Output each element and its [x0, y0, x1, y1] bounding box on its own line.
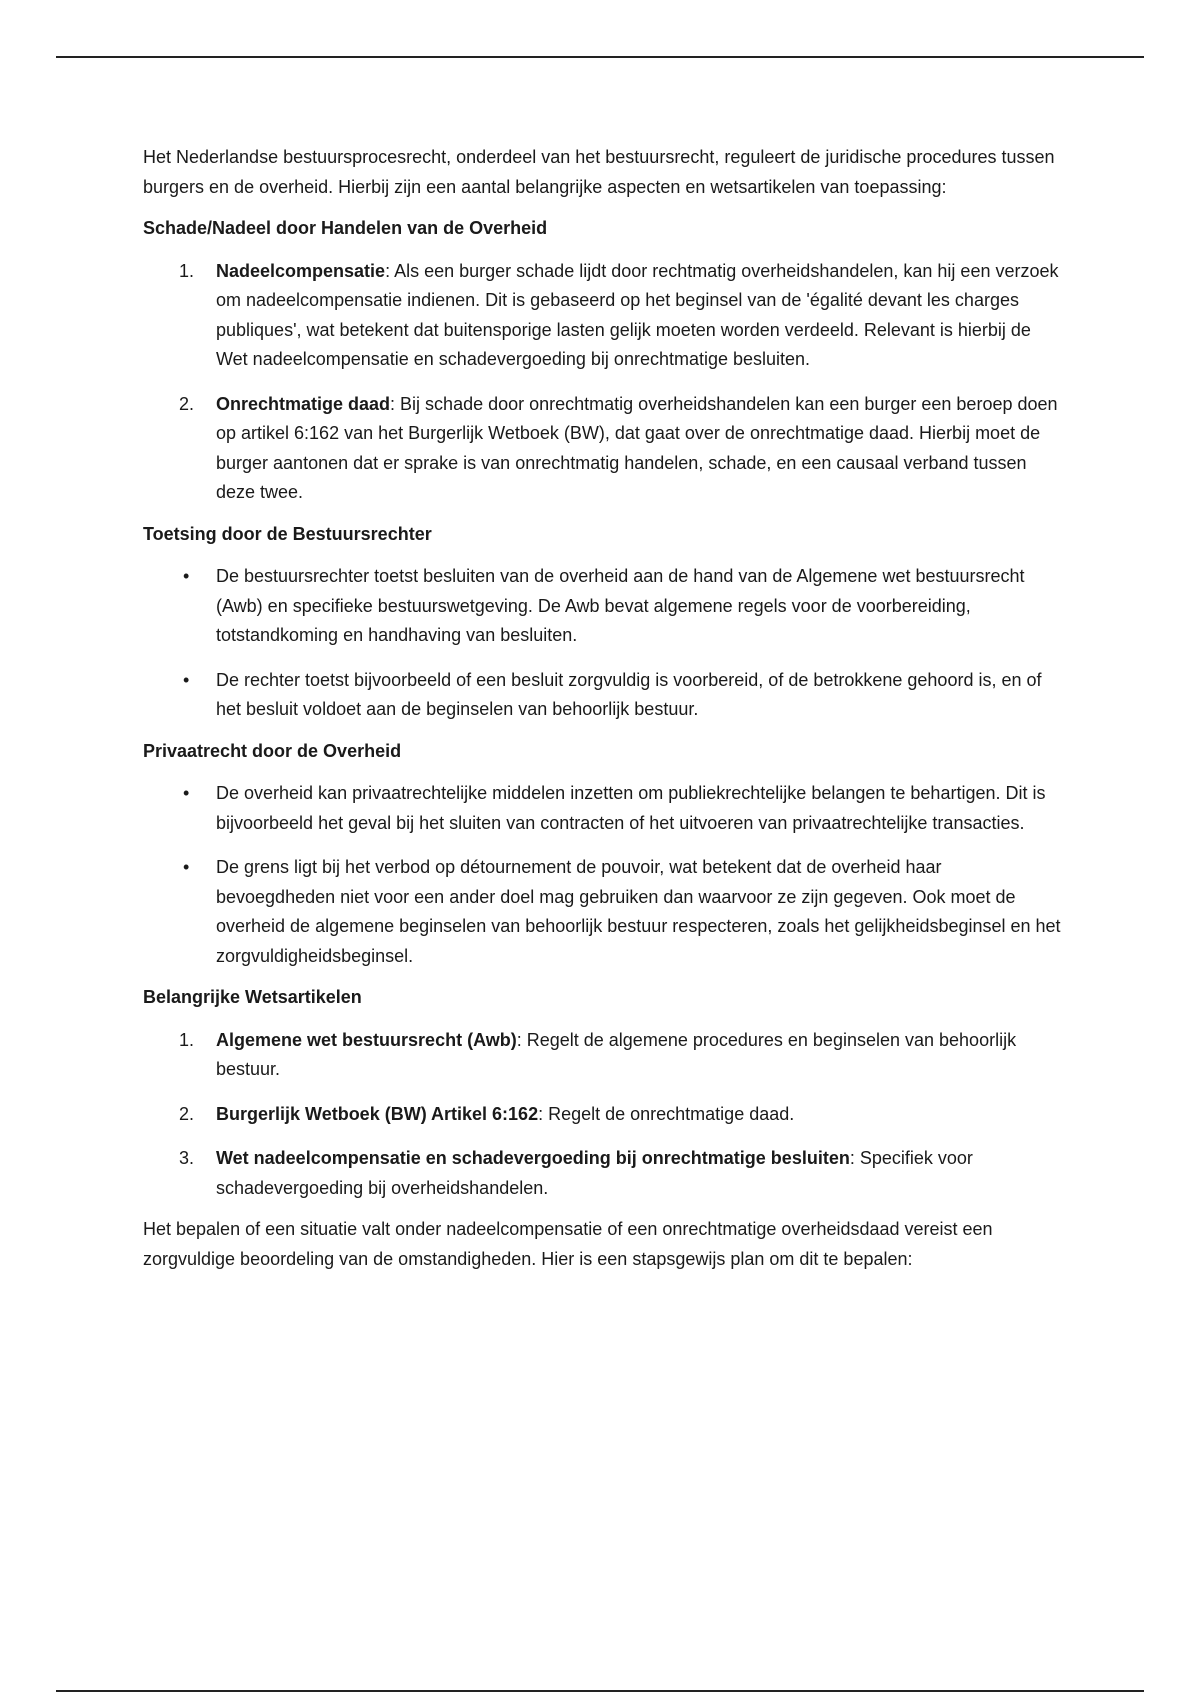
- bullet-icon: •: [183, 669, 190, 690]
- bullet-list-toetsing: [143, 562, 1063, 725]
- bullet-icon: •: [183, 566, 190, 586]
- numbered-list-wetsartikelen: [143, 1026, 1063, 1204]
- bullet-icon: •: [183, 857, 190, 877]
- list-item: [143, 666, 1063, 725]
- item-text: : Regelt de algemene procedures en beginselen van behoorlijk bestuur.: [216, 1029, 1017, 1079]
- section-heading-wetsartikelen: Belangrijke Wetsartikelen: [143, 987, 362, 1007]
- term-label: Nadeelcompensatie: [216, 260, 386, 281]
- term-label: Algemene wet bestuursrecht (Awb): [216, 1029, 517, 1050]
- closing-paragraph: Het bepalen of een situatie valt onder nadeelcompensatie of een onrechtmatige overheidsdaad vereist een zorgvuldige beoordeling van de omstandigheden. Hier is een stapsgewijs plan om dit te bepalen:: [143, 1219, 993, 1269]
- list-number: 1.: [179, 260, 195, 281]
- list-item: [143, 853, 1063, 971]
- item-text: : Bij schade door onrechtmatig overheidshandelen kan een burger een beroep doen op artikel 6:162 van het Burgerlijk Wetboek (BW), dat gaat over de onrechtmatige daad. Hierbij moet de burger aantonen dat er sprake is van onrechtmatig handelen, schade, en een causaal verband tussen deze twee.: [216, 393, 1058, 502]
- term-label: Wet nadeelcompensatie en schadevergoeding bij onrechtmatige besluiten: [216, 1148, 850, 1168]
- list-number: 2.: [179, 1103, 195, 1124]
- term-label: Onrechtmatige daad: [216, 393, 391, 414]
- numbered-list-schade: [143, 257, 1063, 508]
- intro-paragraph: Het Nederlandse bestuursprocesrecht, onderdeel van het bestuursrecht, reguleert de juridische procedures tussen burgers en de overheid. Hierbij zijn een aantal belangrijke aspecten en wetsartikelen van toepassing:: [143, 147, 1055, 197]
- list-item: [143, 257, 1063, 375]
- list-item: [143, 1144, 1063, 1203]
- bullet-list-privaatrecht: [143, 779, 1063, 971]
- item-text: : Regelt de onrechtmatige daad.: [538, 1103, 795, 1124]
- list-number: 1.: [179, 1029, 195, 1050]
- item-text: De overheid kan privaatrechtelijke middelen inzetten om publiekrechtelijke belangen te behartigen. Dit is bijvoorbeeld het geval bij het sluiten van contracten of het uitvoeren van privaatrechtelijke transacties.: [216, 783, 1046, 833]
- document-body: [143, 143, 1063, 1274]
- footer-rule: [56, 1690, 1144, 1692]
- section-heading-schade: Schade/Nadeel door Handelen van de Overheid: [143, 218, 548, 238]
- item-text: : Als een burger schade lijdt door rechtmatig overheidshandelen, kan hij een verzoek om nadeelcompensatie indienen. Dit is gebaseerd op het beginsel van de 'égalité devant les charges publiques', wat betekent dat buitensporige lasten gelijk moeten worden verdeeld. Relevant is hierbij de Wet nadeelcompensatie en schadevergoeding bij onrechtmatige besluiten.: [216, 260, 1059, 369]
- item-text: De rechter toetst bijvoorbeeld of een besluit zorgvuldig is voorbereid, of de betrokkene gehoord is, en of het besluit voldoet aan de beginselen van behoorlijk bestuur.: [216, 669, 1042, 719]
- item-text: : Specifiek voor schadevergoeding bij overheidshandelen.: [216, 1148, 973, 1198]
- list-item: [143, 1026, 1063, 1085]
- list-item: [143, 390, 1063, 508]
- term-label: Burgerlijk Wetboek (BW) Artikel 6:162: [216, 1103, 539, 1124]
- item-text: De grens ligt bij het verbod op détournement de pouvoir, wat betekent dat de overheid haar bevoegdheden niet voor een ander doel mag gebruiken dan waarvoor ze zijn gegeven. Ook moet de overheid de algemene beginselen van behoorlijk bestuur respecteren, zoals het gelijkheidsbeginsel en het zorgvuldigheidsbeginsel.: [216, 857, 1061, 966]
- item-text: De bestuursrechter toetst besluiten van de overheid aan de hand van de Algemene wet bestuursrecht (Awb) en specifieke bestuurswetgeving. De Awb bevat algemene regels voor de voorbereiding, totstandkoming en handhaving van besluiten.: [216, 566, 1025, 645]
- section-heading-privaatrecht: Privaatrecht door de Overheid: [143, 740, 402, 761]
- header-rule: [56, 56, 1144, 58]
- list-number: 2.: [179, 393, 195, 414]
- list-number: 3.: [179, 1148, 195, 1168]
- list-item: [143, 562, 1063, 651]
- list-item: [143, 779, 1063, 838]
- section-heading-toetsing: Toetsing door de Bestuursrechter: [143, 523, 432, 544]
- list-item: [143, 1100, 1063, 1130]
- bullet-icon: •: [183, 783, 190, 803]
